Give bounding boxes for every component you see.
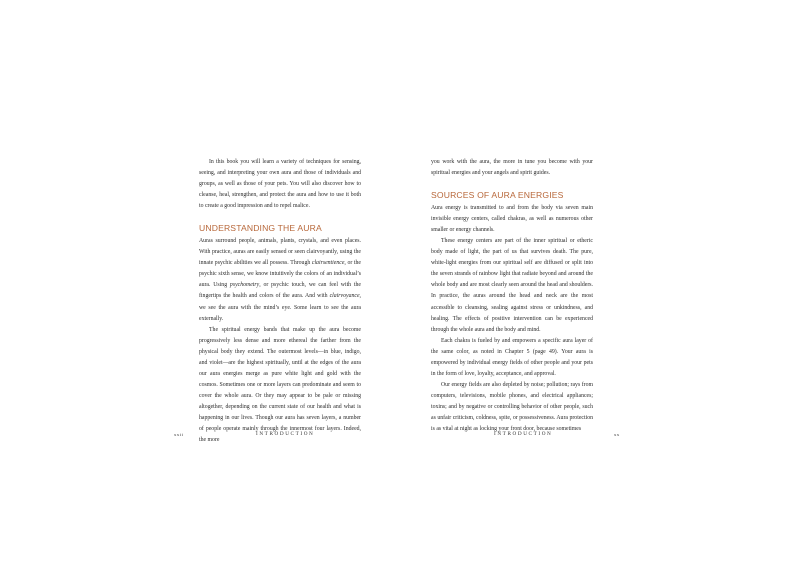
sources-paragraph-2: These energy centers are part of the inner spiritual or etheric body made of light, the part of us that survives death. The pure, white-light energies from our spiritual self are diffused or split into the seven strands of rainbow light that radiate beyond and around the whole body and are most clearly seen around the head and shoulders. In practice, the auras around the head and neck are the most accessible to cleansing, sealing against stress or unkindness, and healing. The effects of positive intervention can be experienced through the whole aura and the body and mind. <box>431 238 593 333</box>
sources-paragraph-4: Our energy fields are also depleted by noise; pollution; rays from computers, televisions, mobile phones, and electrical appliances; toxins; and by negative or controlling behavior of other people, such as unfair criticism, coldness, spite, or possessiveness. Aura protection is as vital at night as locking your front door, because sometimes <box>431 381 593 433</box>
left-running-head: INTRODUCTION <box>256 431 315 437</box>
aura-paragraph-1: Auras surround people, animals, plants, crystals, and even places. With practice, auras are easily sensed or seen clairvoyantly, using the innate psychic abilities we all possess. Through clairsentience, or the psychic sixth sense, we know intuitively the colors of an individual’s aura. Using psychometry, or psychic touch, we can feel with the fingertips the health and colors of the aura. And with clairvoyance, we see the aura with the mind’s eye. Some learn to see the aura externally. <box>199 238 362 322</box>
right-folio: xx <box>614 432 620 437</box>
sources-paragraph-3: Each chakra is fueled by and empowers a specific aura layer of the same color, as noted in Chapter 5 (page 49). Your aura is empowered by individual energy fields of other people and your pets in the form of love, loyalty, acceptance, and approval. <box>431 337 593 377</box>
sources-paragraph-1: Aura energy is transmitted to and from the body via seven main invisible energy centers, called chakras, as well as numerous other smaller or energy channels. <box>431 205 593 234</box>
intro-paragraph: In this book you will learn a variety of techniques for sensing, seeing, and interpreting your own aura and those of individuals and groups, as well as those of your pets. You will also discover how to cleanse, heal, strengthen, and protect the aura and how to use it both to create a good impression and to repel malice. <box>199 159 361 210</box>
section-heading-understanding: UNDERSTANDING THE AURA <box>199 223 322 234</box>
left-folio: xxii <box>174 432 184 437</box>
aura-paragraph-2: The spiritual energy bands that make up the aura become progressively less dense and more ethereal the farther from the physical body they extend. The outermost levels—in blue, indigo, and violet—are the highest spiritually, until at the edges of the aura our aura energies merge as pure white light and gold with the cosmos. Sometimes one or more layers can predominate and seem to cover the whole aura. Or they may appear to be pale or missing altogether, depending on the current state of our health and what is happening in our lives. Though our aura has seven layers, a number of people operate mainly through the innermost four layers. Indeed, the more <box>199 326 361 444</box>
right-running-head: INTRODUCTION <box>494 431 553 437</box>
continuation-paragraph: you work with the aura, the more in tune you become with your spiritual energies and your angels and spirit guides. <box>431 159 593 177</box>
left-text-column <box>199 157 361 446</box>
right-text-column <box>431 157 593 435</box>
section-heading-sources: SOURCES OF AURA ENERGIES <box>431 190 564 201</box>
